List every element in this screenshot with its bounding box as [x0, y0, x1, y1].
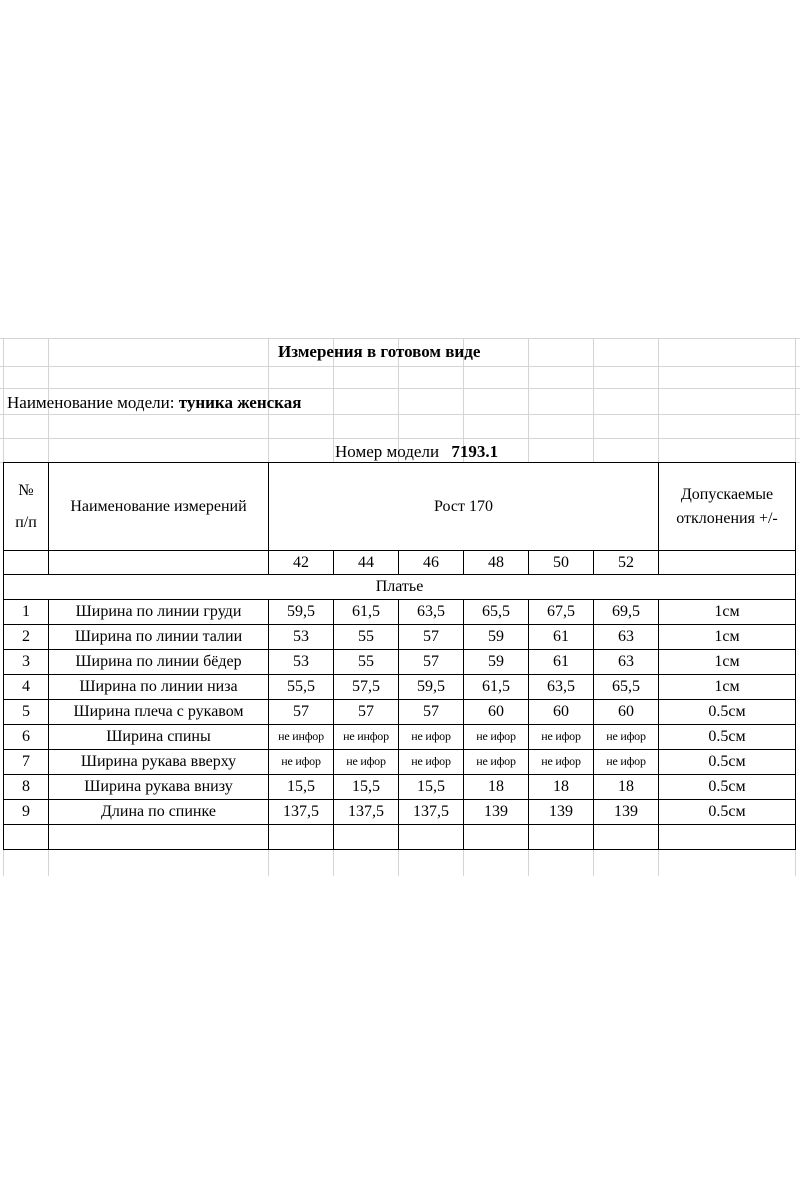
header-number-line2: п/п [15, 513, 37, 531]
measurement-name-cell: Ширина по линии низа [49, 675, 269, 700]
model-number-label: Номер модели [335, 442, 440, 461]
measurement-value-cell: не ифор [464, 750, 529, 775]
measurement-value-cell: 139 [464, 800, 529, 825]
measurement-value-cell: 60 [464, 700, 529, 725]
gridline-horizontal [0, 338, 800, 339]
table-row [4, 700, 796, 725]
measurement-value-cell: 61,5 [464, 675, 529, 700]
header-tolerance-line1: Допускаемые [680, 485, 774, 503]
measurement-value-cell: 18 [464, 775, 529, 800]
measurement-value-cell: 55 [334, 650, 399, 675]
measurement-value-cell: 137,5 [399, 800, 464, 825]
row-number-cell: 4 [4, 675, 49, 700]
measurement-value-cell: 65,5 [464, 600, 529, 625]
measurement-name-cell: Ширина рукава внизу [49, 775, 269, 800]
tolerance-cell: 1см [659, 650, 796, 675]
model-number-row [335, 442, 498, 462]
blank-cell [49, 551, 269, 575]
blank-cell [4, 825, 49, 850]
blank-cell [399, 825, 464, 850]
header-tolerance-line2: отклонения +/- [676, 509, 778, 527]
gridline-horizontal [0, 388, 800, 389]
measurement-value-cell: 63 [594, 650, 659, 675]
measurement-name-cell: Ширина спины [49, 725, 269, 750]
model-name-row [7, 393, 301, 413]
measurement-value-cell: 59 [464, 650, 529, 675]
tolerance-cell: 0.5см [659, 750, 796, 775]
measurement-value-cell: не инфор [334, 725, 399, 750]
measurement-value-cell: не ифор [594, 725, 659, 750]
measurement-value-cell: не ифор [594, 750, 659, 775]
measurement-value-cell: 15,5 [334, 775, 399, 800]
tolerance-cell: 1см [659, 600, 796, 625]
header-measure: Наименование измерений [49, 463, 269, 551]
row-number-cell: 8 [4, 775, 49, 800]
measurement-name-cell: Длина по спинке [49, 800, 269, 825]
measurement-value-cell: 55 [334, 625, 399, 650]
tolerance-cell: 1см [659, 625, 796, 650]
measurement-value-cell: 57 [399, 625, 464, 650]
blank-cell [269, 825, 334, 850]
table-row [4, 625, 796, 650]
measurement-name-cell: Ширина рукава вверху [49, 750, 269, 775]
empty-row [4, 825, 796, 850]
measurement-value-cell: не ифор [529, 750, 594, 775]
header-number-line1: № [18, 481, 34, 499]
tolerance-cell: 0.5см [659, 775, 796, 800]
blank-cell [4, 551, 49, 575]
measurement-value-cell: не инфор [269, 725, 334, 750]
blank-cell [464, 825, 529, 850]
model-name-label: Наименование модели: [7, 393, 175, 412]
row-number-cell: 1 [4, 600, 49, 625]
table-row [4, 650, 796, 675]
table-body [4, 463, 796, 850]
measurement-value-cell: 53 [269, 625, 334, 650]
measurement-name-cell: Ширина по линии талии [49, 625, 269, 650]
measurement-value-cell: не ифор [334, 750, 399, 775]
gridline-horizontal [0, 414, 800, 415]
measurement-value-cell: 15,5 [399, 775, 464, 800]
measurement-name-cell: Ширина по линии груди [49, 600, 269, 625]
measurement-value-cell: 59,5 [269, 600, 334, 625]
section-title: Платье [4, 575, 796, 600]
size-cell: 44 [334, 551, 399, 575]
size-cell: 50 [529, 551, 594, 575]
size-cell: 48 [464, 551, 529, 575]
measurement-name-cell: Ширина плеча с рукавом [49, 700, 269, 725]
measurement-value-cell: 61,5 [334, 600, 399, 625]
row-number-cell: 9 [4, 800, 49, 825]
measurement-value-cell: 139 [529, 800, 594, 825]
blank-cell [659, 825, 796, 850]
row-number-cell: 6 [4, 725, 49, 750]
measurement-value-cell: 57 [334, 700, 399, 725]
size-cell: 52 [594, 551, 659, 575]
measurement-value-cell: 69,5 [594, 600, 659, 625]
measurement-value-cell: не ифор [529, 725, 594, 750]
table-row [4, 600, 796, 625]
measurement-value-cell: 59,5 [399, 675, 464, 700]
measurement-value-cell: 61 [529, 625, 594, 650]
measurement-value-cell: 55,5 [269, 675, 334, 700]
measurement-value-cell: 53 [269, 650, 334, 675]
gridline-horizontal [0, 438, 800, 439]
header-row [4, 463, 796, 551]
measurement-value-cell: 18 [594, 775, 659, 800]
measurement-value-cell: 67,5 [529, 600, 594, 625]
measurement-value-cell: 65,5 [594, 675, 659, 700]
table-row [4, 675, 796, 700]
model-number-value: 7193.1 [451, 442, 499, 461]
tolerance-cell: 0.5см [659, 800, 796, 825]
table-row [4, 775, 796, 800]
measurement-value-cell: 15,5 [269, 775, 334, 800]
measurement-value-cell: 137,5 [269, 800, 334, 825]
measurement-value-cell: не ифор [269, 750, 334, 775]
header-number [4, 463, 49, 551]
measurement-name-cell: Ширина по линии бёдер [49, 650, 269, 675]
measurement-value-cell: 57 [399, 700, 464, 725]
blank-cell [594, 825, 659, 850]
tolerance-cell: 0.5см [659, 725, 796, 750]
row-number-cell: 7 [4, 750, 49, 775]
tolerance-cell: 0.5см [659, 700, 796, 725]
table-row [4, 725, 796, 750]
measurement-value-cell: 61 [529, 650, 594, 675]
row-number-cell: 3 [4, 650, 49, 675]
blank-cell [529, 825, 594, 850]
sheet-title: Измерения в готовом виде [278, 342, 481, 361]
measurement-value-cell: 60 [529, 700, 594, 725]
table-row [4, 750, 796, 775]
measurements-table [3, 462, 796, 850]
measurement-value-cell: 137,5 [334, 800, 399, 825]
measurement-value-cell: не ифор [399, 725, 464, 750]
tolerance-cell: 1см [659, 675, 796, 700]
measurement-value-cell: не ифор [464, 725, 529, 750]
size-cell: 42 [269, 551, 334, 575]
measurement-value-cell: 63 [594, 625, 659, 650]
measurement-value-cell: 63,5 [529, 675, 594, 700]
size-cell: 46 [399, 551, 464, 575]
section-row [4, 575, 796, 600]
row-number-cell: 5 [4, 700, 49, 725]
model-name-value: туника женская [178, 393, 302, 412]
row-number-cell: 2 [4, 625, 49, 650]
blank-cell [49, 825, 269, 850]
blank-cell [659, 551, 796, 575]
sizes-row [4, 551, 796, 575]
header-tolerance [659, 463, 796, 551]
measurement-value-cell: 57 [399, 650, 464, 675]
table-row [4, 800, 796, 825]
blank-cell [334, 825, 399, 850]
header-height: Рост 170 [269, 463, 659, 551]
measurement-value-cell: не ифор [399, 750, 464, 775]
measurement-value-cell: 63,5 [399, 600, 464, 625]
gridline-horizontal [0, 366, 800, 367]
measurement-value-cell: 139 [594, 800, 659, 825]
measurement-sheet [0, 338, 800, 878]
measurement-value-cell: 60 [594, 700, 659, 725]
measurement-value-cell: 57 [269, 700, 334, 725]
measurement-value-cell: 18 [529, 775, 594, 800]
measurement-value-cell: 57,5 [334, 675, 399, 700]
measurement-value-cell: 59 [464, 625, 529, 650]
